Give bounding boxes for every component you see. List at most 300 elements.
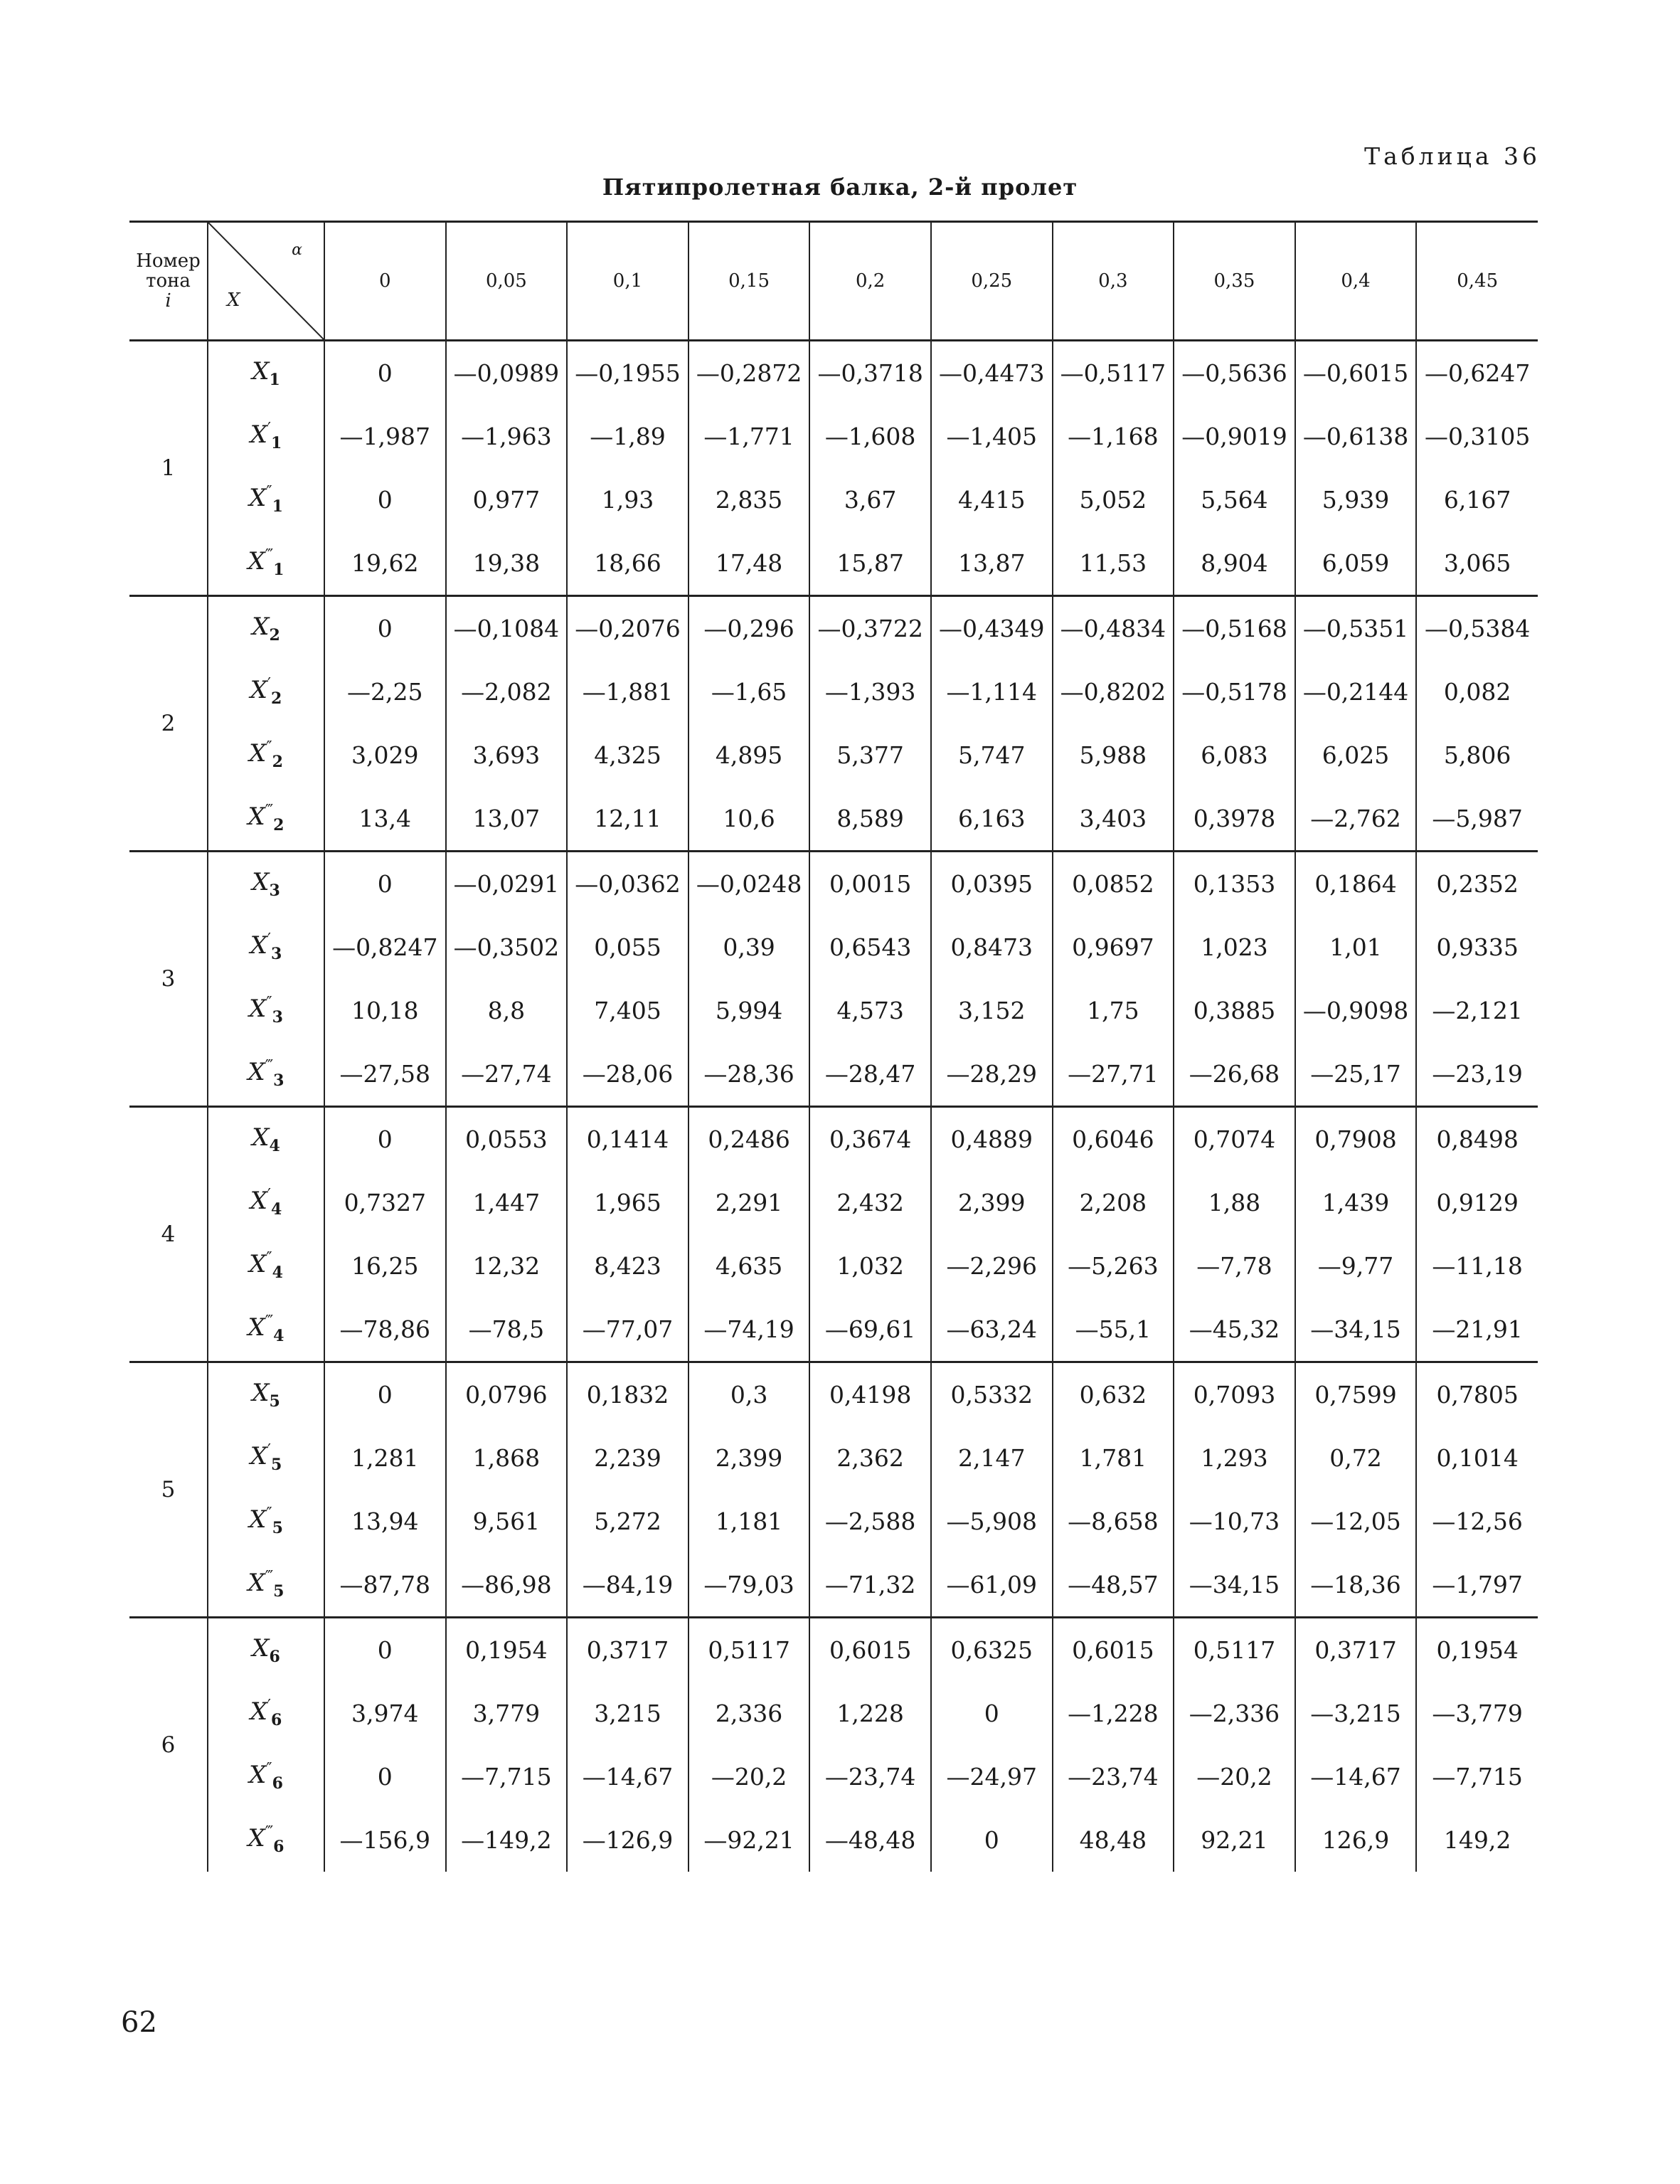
value-cell: —0,1084 xyxy=(446,596,568,661)
function-base: X xyxy=(250,1697,267,1727)
function-base: X xyxy=(249,995,267,1024)
value-cell: —1,963 xyxy=(446,405,568,468)
value-cell: 1,88 xyxy=(1174,1171,1295,1234)
value-cell: 1,781 xyxy=(1053,1426,1174,1490)
alpha-header: 0 xyxy=(324,222,446,341)
value-cell: —149,2 xyxy=(446,1808,568,1872)
function-label xyxy=(208,1808,324,1872)
function-index: 6 xyxy=(272,1774,283,1793)
alpha-symbol: α xyxy=(292,241,302,259)
value-cell: 0,1954 xyxy=(1416,1618,1538,1682)
value-cell: 0,0395 xyxy=(931,852,1053,916)
value-cell: —1,608 xyxy=(809,405,931,468)
value-cell: —0,1955 xyxy=(567,341,689,405)
value-cell: 2,239 xyxy=(567,1426,689,1490)
value-cell: 0,055 xyxy=(567,916,689,979)
function-symbol xyxy=(249,738,283,772)
value-cell: 0 xyxy=(324,468,446,531)
table-row xyxy=(129,660,1538,723)
diagonal-line xyxy=(208,223,324,339)
derivative-mark: ″ xyxy=(266,994,272,1012)
function-index: 5 xyxy=(272,1519,283,1538)
value-cell: —14,67 xyxy=(567,1745,689,1808)
value-cell: 48,48 xyxy=(1053,1808,1174,1872)
tone-number: 5 xyxy=(129,1362,208,1618)
value-cell: —12,56 xyxy=(1416,1490,1538,1553)
value-cell: —2,296 xyxy=(931,1234,1053,1298)
value-cell: 1,93 xyxy=(567,468,689,531)
value-cell: —55,1 xyxy=(1053,1298,1174,1362)
value-cell: 16,25 xyxy=(324,1234,446,1298)
value-cell: 0,7908 xyxy=(1295,1107,1417,1172)
value-cell: 3,779 xyxy=(446,1682,568,1745)
value-cell: 6,059 xyxy=(1295,531,1417,596)
value-cell: —84,19 xyxy=(567,1553,689,1618)
value-cell: —0,6015 xyxy=(1295,341,1417,405)
value-cell: 3,974 xyxy=(324,1682,446,1745)
function-index: 2 xyxy=(273,816,285,835)
value-cell: 0,4198 xyxy=(809,1362,931,1427)
value-cell: 0 xyxy=(324,1362,446,1427)
tone-header-line: тона xyxy=(146,270,191,292)
function-base: X xyxy=(249,1250,267,1279)
value-cell: —27,74 xyxy=(446,1042,568,1107)
value-cell: —0,2872 xyxy=(689,341,810,405)
value-cell: 0,1014 xyxy=(1416,1426,1538,1490)
value-cell: 0,9129 xyxy=(1416,1171,1538,1234)
value-cell: —27,71 xyxy=(1053,1042,1174,1107)
alpha-header: 0,1 xyxy=(567,222,689,341)
value-cell: —0,5178 xyxy=(1174,660,1295,723)
value-cell: —0,5351 xyxy=(1295,596,1417,661)
derivative-mark: ″ xyxy=(266,738,272,757)
value-cell: —1,771 xyxy=(689,405,810,468)
value-cell: —27,58 xyxy=(324,1042,446,1107)
function-label xyxy=(208,1745,324,1808)
value-cell: 0,0015 xyxy=(809,852,931,916)
value-cell: 12,32 xyxy=(446,1234,568,1298)
tone-header-line: Номер xyxy=(136,250,201,272)
value-cell: 0,7093 xyxy=(1174,1362,1295,1427)
value-cell: 0,7327 xyxy=(324,1171,446,1234)
value-cell: 0,4889 xyxy=(931,1107,1053,1172)
function-symbol xyxy=(248,1313,285,1346)
value-cell: —0,3105 xyxy=(1416,405,1538,468)
value-cell: —11,18 xyxy=(1416,1234,1538,1298)
value-cell: —0,2144 xyxy=(1295,660,1417,723)
function-index: 5 xyxy=(273,1582,285,1601)
table-row xyxy=(129,1490,1538,1553)
value-cell: 0,7805 xyxy=(1416,1362,1538,1427)
alpha-header: 0,4 xyxy=(1295,222,1417,341)
value-cell: 11,53 xyxy=(1053,531,1174,596)
value-cell: 0,3978 xyxy=(1174,787,1295,852)
function-index: 6 xyxy=(273,1838,285,1857)
function-index: 3 xyxy=(270,945,282,964)
data-table xyxy=(129,221,1538,1872)
tone-number: 3 xyxy=(129,852,208,1107)
value-cell: 0,6046 xyxy=(1053,1107,1174,1172)
value-cell: 0,1353 xyxy=(1174,852,1295,916)
derivative-mark: ‴ xyxy=(265,1313,274,1331)
value-cell: 6,025 xyxy=(1295,723,1417,787)
function-symbol xyxy=(249,1249,283,1283)
derivative-mark: ‴ xyxy=(265,1057,274,1076)
value-cell: —0,0362 xyxy=(567,852,689,916)
function-base: X xyxy=(252,613,270,642)
function-index: 2 xyxy=(270,689,282,709)
value-cell: —78,86 xyxy=(324,1298,446,1362)
value-cell: 1,75 xyxy=(1053,979,1174,1042)
function-label xyxy=(208,1490,324,1553)
function-label xyxy=(208,1553,324,1618)
table-row xyxy=(129,1362,1538,1427)
value-cell: —61,09 xyxy=(931,1553,1053,1618)
value-cell: 0,082 xyxy=(1416,660,1538,723)
value-cell: —25,17 xyxy=(1295,1042,1417,1107)
tone-number: 1 xyxy=(129,341,208,596)
value-cell: —0,4834 xyxy=(1053,596,1174,661)
table-row xyxy=(129,979,1538,1042)
value-cell: 5,994 xyxy=(689,979,810,1042)
value-cell: 8,589 xyxy=(809,787,931,852)
value-cell: —1,168 xyxy=(1053,405,1174,468)
function-label xyxy=(208,531,324,596)
alpha-header: 0,15 xyxy=(689,222,810,341)
value-cell: 18,66 xyxy=(567,531,689,596)
function-index: 4 xyxy=(270,1200,282,1219)
value-cell: —26,68 xyxy=(1174,1042,1295,1107)
table-row xyxy=(129,405,1538,468)
value-cell: 0,2352 xyxy=(1416,852,1538,916)
value-cell: 6,167 xyxy=(1416,468,1538,531)
value-cell: 1,293 xyxy=(1174,1426,1295,1490)
value-cell: —1,393 xyxy=(809,660,931,723)
value-cell: 0,9335 xyxy=(1416,916,1538,979)
value-cell: 2,399 xyxy=(931,1171,1053,1234)
derivative-mark: ′ xyxy=(267,420,271,438)
function-base: X xyxy=(252,1634,270,1663)
value-cell: —0,3722 xyxy=(809,596,931,661)
value-cell: 2,399 xyxy=(689,1426,810,1490)
function-symbol xyxy=(249,1760,283,1793)
tone-number: 6 xyxy=(129,1618,208,1872)
value-cell: —28,06 xyxy=(567,1042,689,1107)
value-cell: 0,5332 xyxy=(931,1362,1053,1427)
value-cell: 2,432 xyxy=(809,1171,931,1234)
value-cell: 5,052 xyxy=(1053,468,1174,531)
function-index: 4 xyxy=(272,1263,283,1283)
function-index: 4 xyxy=(269,1137,280,1156)
function-base: X xyxy=(252,868,270,897)
value-cell: 2,336 xyxy=(689,1682,810,1745)
value-cell: 3,693 xyxy=(446,723,568,787)
value-cell: 0,3674 xyxy=(809,1107,931,1172)
value-cell: 0,1414 xyxy=(567,1107,689,1172)
value-cell: —28,47 xyxy=(809,1042,931,1107)
value-cell: —23,74 xyxy=(809,1745,931,1808)
value-cell: 5,939 xyxy=(1295,468,1417,531)
value-cell: 0 xyxy=(324,1618,446,1682)
value-cell: 0,6015 xyxy=(1053,1618,1174,1682)
value-cell: —2,082 xyxy=(446,660,568,723)
value-cell: —20,2 xyxy=(689,1745,810,1808)
derivative-mark: ″ xyxy=(266,1249,272,1268)
value-cell: —0,2076 xyxy=(567,596,689,661)
diagonal-header-cell xyxy=(208,222,324,341)
value-cell: 0,39 xyxy=(689,916,810,979)
value-cell: 0,2486 xyxy=(689,1107,810,1172)
tone-column-header xyxy=(129,222,208,341)
function-base: X xyxy=(250,931,267,960)
value-cell: —3,215 xyxy=(1295,1682,1417,1745)
value-cell: —0,0989 xyxy=(446,341,568,405)
function-index: 5 xyxy=(269,1392,280,1411)
function-base: X xyxy=(249,1761,267,1790)
function-symbol xyxy=(252,357,280,390)
function-label xyxy=(208,1171,324,1234)
value-cell: —87,78 xyxy=(324,1553,446,1618)
tone-header-line: i xyxy=(165,290,171,312)
value-cell: 4,325 xyxy=(567,723,689,787)
value-cell: —34,15 xyxy=(1295,1298,1417,1362)
function-base: X xyxy=(249,1505,267,1534)
value-cell: —0,5636 xyxy=(1174,341,1295,405)
value-cell: 13,87 xyxy=(931,531,1053,596)
value-cell: 10,6 xyxy=(689,787,810,852)
value-cell: 7,405 xyxy=(567,979,689,1042)
table-row xyxy=(129,1107,1538,1172)
value-cell: 0,5117 xyxy=(1174,1618,1295,1682)
function-index: 1 xyxy=(270,434,282,453)
value-cell: —10,73 xyxy=(1174,1490,1295,1553)
value-cell: 1,228 xyxy=(809,1682,931,1745)
value-cell: 0,72 xyxy=(1295,1426,1417,1490)
alpha-header: 0,2 xyxy=(809,222,931,341)
value-cell: 4,635 xyxy=(689,1234,810,1298)
table-row xyxy=(129,341,1538,405)
value-cell: —1,65 xyxy=(689,660,810,723)
table-row xyxy=(129,787,1538,852)
table-row xyxy=(129,916,1538,979)
value-cell: —0,4349 xyxy=(931,596,1053,661)
value-cell: —63,24 xyxy=(931,1298,1053,1362)
value-cell: —1,114 xyxy=(931,660,1053,723)
value-cell: —0,6138 xyxy=(1295,405,1417,468)
value-cell: 0,632 xyxy=(1053,1362,1174,1427)
value-cell: 0,3717 xyxy=(1295,1618,1417,1682)
function-label xyxy=(208,405,324,468)
function-symbol xyxy=(250,420,282,453)
value-cell: —0,9019 xyxy=(1174,405,1295,468)
function-symbol xyxy=(250,1441,282,1475)
function-label xyxy=(208,468,324,531)
table-title: Пятипролетная балка, 2-й пролет xyxy=(602,174,1078,201)
value-cell: —78,5 xyxy=(446,1298,568,1362)
value-cell: —79,03 xyxy=(689,1553,810,1618)
value-cell: —0,5168 xyxy=(1174,596,1295,661)
value-cell: —86,98 xyxy=(446,1553,568,1618)
value-cell: 0,3 xyxy=(689,1362,810,1427)
function-symbol xyxy=(250,1186,282,1219)
value-cell: 5,806 xyxy=(1416,723,1538,787)
value-cell: —1,405 xyxy=(931,405,1053,468)
value-cell: —156,9 xyxy=(324,1808,446,1872)
value-cell: 3,67 xyxy=(809,468,931,531)
value-cell: —0,8202 xyxy=(1053,660,1174,723)
value-cell: 15,87 xyxy=(809,531,931,596)
value-cell: —1,987 xyxy=(324,405,446,468)
value-cell: —5,263 xyxy=(1053,1234,1174,1298)
value-cell: 8,904 xyxy=(1174,531,1295,596)
function-symbol xyxy=(252,1379,280,1411)
value-cell: —0,8247 xyxy=(324,916,446,979)
function-label xyxy=(208,787,324,852)
value-cell: 4,895 xyxy=(689,723,810,787)
function-index: 2 xyxy=(272,753,283,772)
value-cell: 3,065 xyxy=(1416,531,1538,596)
value-cell: 0 xyxy=(324,1107,446,1172)
derivative-mark: ′ xyxy=(267,931,271,949)
value-cell: —126,9 xyxy=(567,1808,689,1872)
function-symbol xyxy=(249,483,283,516)
value-cell: —3,779 xyxy=(1416,1682,1538,1745)
value-cell: 5,377 xyxy=(809,723,931,787)
function-symbol xyxy=(250,675,282,709)
function-symbol xyxy=(248,1568,285,1601)
alpha-header: 0,25 xyxy=(931,222,1053,341)
value-cell: 126,9 xyxy=(1295,1808,1417,1872)
derivative-mark: ‴ xyxy=(265,546,274,565)
alpha-header: 0,05 xyxy=(446,222,568,341)
value-cell: 0,977 xyxy=(446,468,568,531)
function-label xyxy=(208,723,324,787)
value-cell: 0,5117 xyxy=(689,1618,810,1682)
value-cell: —71,32 xyxy=(809,1553,931,1618)
value-cell: —18,36 xyxy=(1295,1553,1417,1618)
value-cell: —48,57 xyxy=(1053,1553,1174,1618)
value-cell: —7,715 xyxy=(446,1745,568,1808)
value-cell: —12,05 xyxy=(1295,1490,1417,1553)
value-cell: 0 xyxy=(324,341,446,405)
value-cell: —34,15 xyxy=(1174,1553,1295,1618)
function-base: X xyxy=(249,739,267,768)
value-cell: 19,38 xyxy=(446,531,568,596)
value-cell: —45,32 xyxy=(1174,1298,1295,1362)
value-cell: 0,1864 xyxy=(1295,852,1417,916)
value-cell: 0,6325 xyxy=(931,1618,1053,1682)
derivative-mark: ′ xyxy=(267,1186,271,1204)
value-cell: 0,8498 xyxy=(1416,1107,1538,1172)
value-cell: 4,415 xyxy=(931,468,1053,531)
value-cell: 0,1832 xyxy=(567,1362,689,1427)
header-row xyxy=(129,222,1538,341)
derivative-mark: ′ xyxy=(267,1441,271,1460)
value-cell: 0,6543 xyxy=(809,916,931,979)
value-cell: 2,208 xyxy=(1053,1171,1174,1234)
function-label xyxy=(208,1682,324,1745)
derivative-mark: ′ xyxy=(267,675,271,694)
value-cell: 3,215 xyxy=(567,1682,689,1745)
value-cell: 17,48 xyxy=(689,531,810,596)
function-index: 1 xyxy=(272,497,283,516)
value-cell: 0,8473 xyxy=(931,916,1053,979)
value-cell: —7,715 xyxy=(1416,1745,1538,1808)
function-label xyxy=(208,596,324,661)
derivative-mark: ‴ xyxy=(265,802,274,820)
function-index: 6 xyxy=(269,1648,280,1667)
value-cell: 13,94 xyxy=(324,1490,446,1553)
table-row xyxy=(129,1553,1538,1618)
function-symbol xyxy=(249,994,283,1027)
value-cell: 0 xyxy=(324,596,446,661)
function-symbol xyxy=(252,613,280,645)
value-cell: 0,0852 xyxy=(1053,852,1174,916)
function-index: 1 xyxy=(269,371,280,390)
derivative-mark: ‴ xyxy=(265,1568,274,1586)
value-cell: —7,78 xyxy=(1174,1234,1295,1298)
function-symbol xyxy=(250,1697,282,1730)
value-cell: 1,868 xyxy=(446,1426,568,1490)
tone-number: 2 xyxy=(129,596,208,852)
value-cell: 12,11 xyxy=(567,787,689,852)
value-cell: —0,0291 xyxy=(446,852,568,916)
value-cell: —20,2 xyxy=(1174,1745,1295,1808)
value-cell: 1,447 xyxy=(446,1171,568,1234)
function-symbol xyxy=(249,1505,283,1538)
function-label xyxy=(208,979,324,1042)
function-label xyxy=(208,660,324,723)
value-cell: —1,881 xyxy=(567,660,689,723)
value-cell: 2,835 xyxy=(689,468,810,531)
function-symbol xyxy=(248,546,285,580)
function-symbol xyxy=(250,931,282,964)
table-row xyxy=(129,1298,1538,1362)
value-cell: —0,9098 xyxy=(1295,979,1417,1042)
value-cell: —0,296 xyxy=(689,596,810,661)
function-label xyxy=(208,1618,324,1682)
value-cell: 2,291 xyxy=(689,1171,810,1234)
value-cell: 4,573 xyxy=(809,979,931,1042)
table-row xyxy=(129,531,1538,596)
value-cell: 6,163 xyxy=(931,787,1053,852)
table-row xyxy=(129,1426,1538,1490)
table-label: Таблица 36 xyxy=(1364,142,1541,170)
value-cell: —2,588 xyxy=(809,1490,931,1553)
value-cell: —0,3502 xyxy=(446,916,568,979)
value-cell: 3,029 xyxy=(324,723,446,787)
table-row xyxy=(129,1745,1538,1808)
table-row xyxy=(129,852,1538,916)
tone-number: 4 xyxy=(129,1107,208,1362)
function-base: X xyxy=(248,1313,265,1342)
derivative-mark: ″ xyxy=(266,1505,272,1523)
value-cell: —0,5384 xyxy=(1416,596,1538,661)
function-base: X xyxy=(250,1442,267,1471)
value-cell: —1,228 xyxy=(1053,1682,1174,1745)
value-cell: 0,9697 xyxy=(1053,916,1174,979)
function-index: 6 xyxy=(270,1711,282,1730)
derivative-mark: ″ xyxy=(266,483,272,502)
derivative-mark: ‴ xyxy=(265,1823,274,1842)
value-cell: 0,0796 xyxy=(446,1362,568,1427)
function-base: X xyxy=(249,484,267,513)
value-cell: —2,336 xyxy=(1174,1682,1295,1745)
function-symbol xyxy=(248,802,285,835)
function-index: 5 xyxy=(270,1456,282,1475)
value-cell: 0 xyxy=(324,1745,446,1808)
value-cell: 13,4 xyxy=(324,787,446,852)
